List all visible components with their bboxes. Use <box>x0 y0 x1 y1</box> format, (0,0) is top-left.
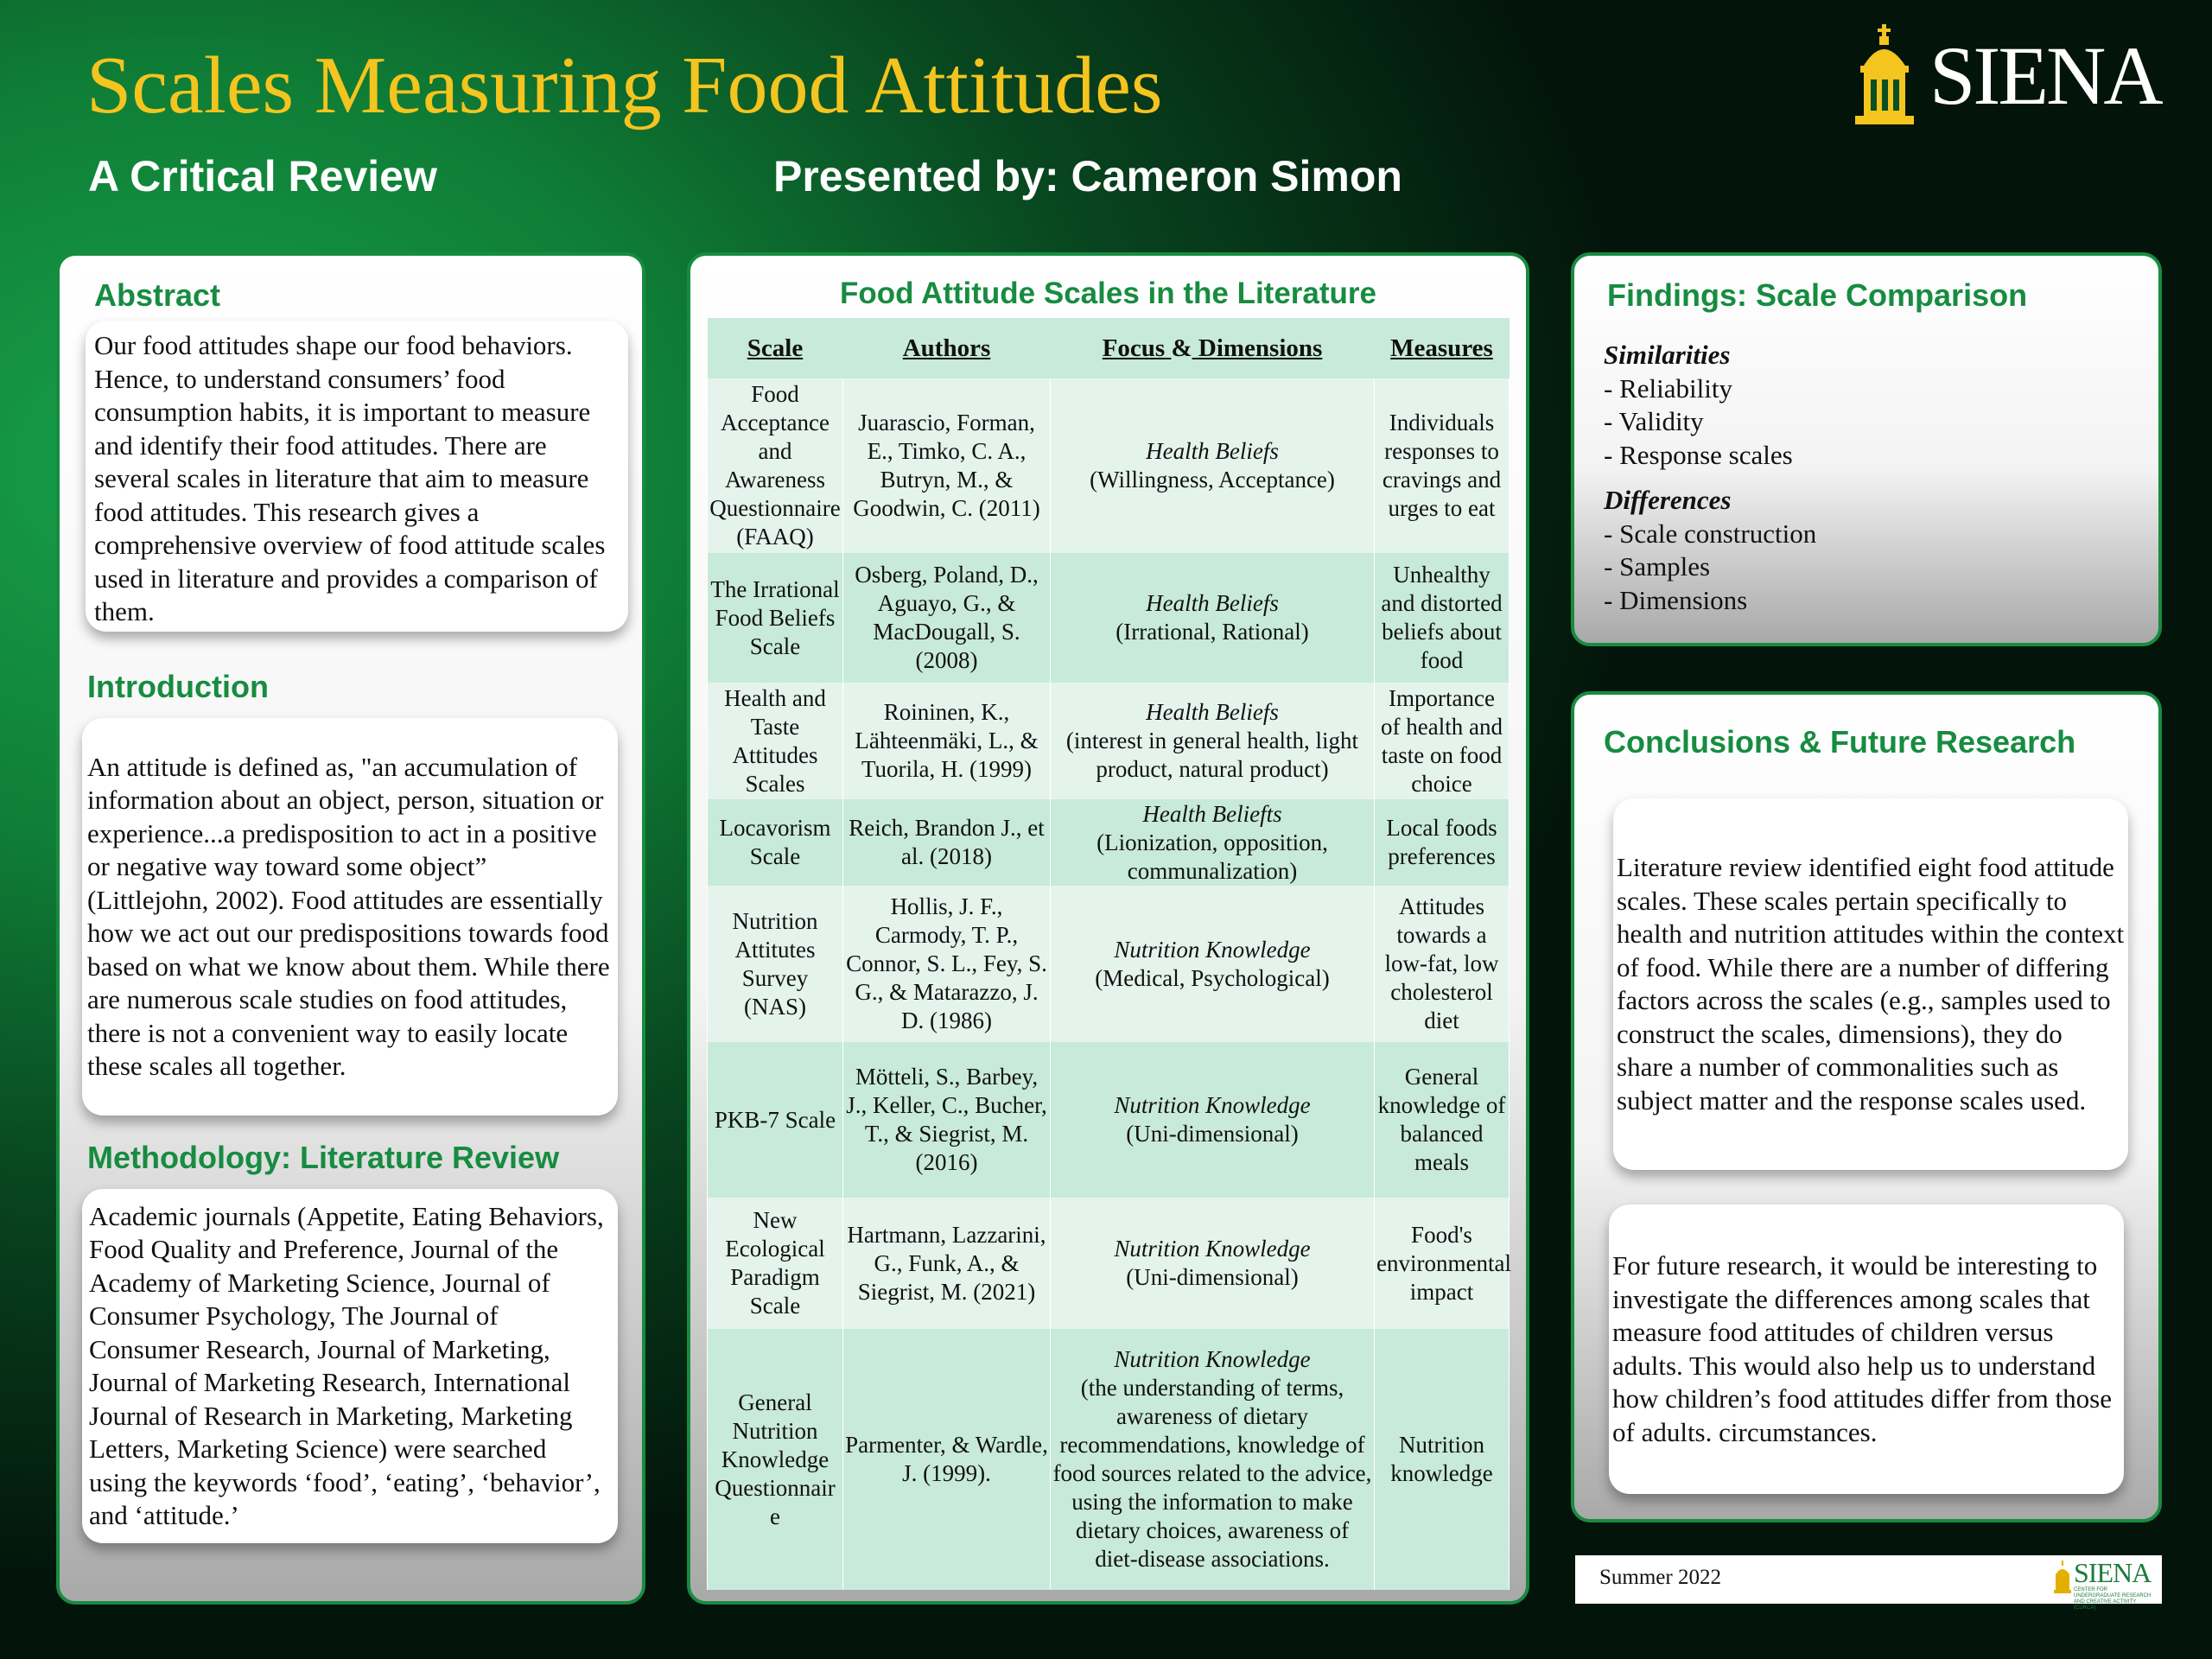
cell-dimensions: (Medical, Psychological) <box>1095 964 1330 991</box>
conclusions-panel <box>1571 691 2162 1522</box>
cell-focus <box>1051 1329 1375 1590</box>
conclusions-heading: Conclusions & Future Research <box>1604 724 2076 760</box>
cell-scale: Locavorism Scale <box>708 799 843 886</box>
cell-focus-name: Health Beliefs <box>1146 438 1279 464</box>
poster-subtitle: A Critical Review <box>88 152 437 200</box>
cell-measures: General knowledge of balanced meals <box>1375 1042 1510 1198</box>
introduction-box <box>82 718 618 1116</box>
footer-logo <box>2052 1557 2154 1611</box>
cell-dimensions: (Lionization, opposition, communalization) <box>1096 829 1328 884</box>
methodology-box <box>82 1189 618 1543</box>
cell-authors: Mötteli, S., Barbey, J., Keller, C., Bucher, T., & Siegrist, M. (2016) <box>843 1042 1051 1198</box>
future-research-text: For future research, it would be interesting to investigate the differences among scales that measure food attitudes of children versus adults. This would also help us to understand how children’s food attitudes differ from those of adults. circumstances. <box>1612 1250 2112 1447</box>
methodology-heading: Methodology: Literature Review <box>87 1140 560 1175</box>
findings-heading: Findings: Scale Comparison <box>1607 277 2028 313</box>
introduction-heading: Introduction <box>87 669 269 704</box>
cell-dimensions: (Irrational, Rational) <box>1116 619 1309 645</box>
table-row <box>708 799 1510 886</box>
table-row <box>708 1042 1510 1198</box>
literature-table-panel <box>687 252 1529 1605</box>
footer-logo-wordmark: SIENA <box>2074 1557 2152 1588</box>
list-item: - Dimensions <box>1604 584 1748 615</box>
future-research-box <box>1609 1205 2124 1494</box>
footer-bar <box>1575 1555 2162 1611</box>
cell-scale: Nutrition Attitutes Survey (NAS) <box>708 886 843 1042</box>
cell-scale: Health and Taste Attitudes Scales <box>708 683 843 799</box>
cell-focus-name: Health Beliefs <box>1146 590 1279 616</box>
cell-measures: Local foods preferences <box>1375 799 1510 886</box>
introduction-text: An attitude is defined as, "an accumulation of information about an object, person, situation or experience...a predisposition to act in a positive or negative way toward some object” (Littlejohn, 2002). Food attitudes are essentially how we act out our predispositions towards food based on what we know about them. While there are numerous scale studies on food attitudes, there is not a convenient way to easily locate these scales all together. <box>87 751 610 1081</box>
cell-measures: Attitudes towards a low-fat, low cholesterol diet <box>1375 886 1510 1042</box>
cell-dimensions: (the understanding of terms, awareness of dietary recommendations, knowledge of food sources related to the advice, using the information to make dietary choices, awareness of diet-disease associations. <box>1052 1375 1372 1572</box>
logo-wordmark: SIENA <box>1929 29 2161 122</box>
cell-authors: Hollis, J. F., Carmody, T. P., Connor, S. L., Fey, S. G., & Matarazzo, J. D. (1986) <box>843 886 1051 1042</box>
abstract-heading: Abstract <box>94 277 221 313</box>
similarities-list <box>1604 339 1793 472</box>
cell-authors: Osberg, Poland, D., Aguayo, G., & MacDougall, S. (2008) <box>843 553 1051 683</box>
table-row <box>708 683 1510 799</box>
cell-dimensions: (Willingness, Acceptance) <box>1090 467 1335 493</box>
cell-focus <box>1051 799 1375 886</box>
cell-authors: Hartmann, Lazzarini, G., Funk, A., & Siegrist, M. (2021) <box>843 1198 1051 1329</box>
poster-title: Scales Measuring Food Attitudes <box>86 41 1163 130</box>
similarities-label: Similarities <box>1604 340 1731 370</box>
food-attitude-scales-table <box>707 318 1510 1590</box>
cell-focus-name: Nutrition Knowledge <box>1114 1092 1311 1118</box>
methodology-text: Academic journals (Appetite, Eating Behaviors, Food Quality and Preference, Journal of the Academy of Marketing Science, Journal of Consumer Psychology, The Journal of Consumer Research, Journal of Marketing, Journal of Marketing Research, International Journal of Research in Marketing, Marketing Letters, Marketing Science) were searched using the keywords ‘food’, ‘eating’, ‘behavior’, and ‘attitude.’ <box>89 1200 604 1530</box>
list-item: - Validity <box>1604 406 1704 436</box>
cell-focus-name: Nutrition Knowledge <box>1114 1236 1311 1262</box>
cell-measures: Unhealthy and distorted beliefs about food <box>1375 553 1510 683</box>
list-item: - Response scales <box>1604 439 1793 470</box>
table-header-row <box>708 318 1510 378</box>
cell-scale: New Ecological Paradigm Scale <box>708 1198 843 1329</box>
cell-scale: The Irrational Food Beliefs Scale <box>708 553 843 683</box>
col-header-scale: Scale <box>708 318 843 378</box>
cell-measures: Importance of health and taste on food choice <box>1375 683 1510 799</box>
differences-list <box>1604 484 1816 617</box>
cell-focus <box>1051 683 1375 799</box>
table-row <box>708 1198 1510 1329</box>
cell-dimensions: (Uni-dimensional) <box>1126 1264 1299 1290</box>
table-row <box>708 1329 1510 1590</box>
conclusions-text: Literature review identified eight food attitude scales. These scales pertain specifically to health and nutrition attitudes within the context of food. While there are a number of differing factors across the scales (e.g., samples used to construct the scales, dimensions), they do share a number of commonalities such as subject matter and the response scales used. <box>1617 852 2125 1116</box>
table-row <box>708 378 1510 553</box>
table-row <box>708 553 1510 683</box>
cell-focus <box>1051 1198 1375 1329</box>
presenter-line: Presented by: Cameron Simon <box>773 152 1402 200</box>
col-header-focus <box>1051 318 1375 378</box>
col-header-focus-label: Focus <box>1102 334 1166 362</box>
col-header-amp: & <box>1171 334 1192 362</box>
cell-measures: Food's environmental impact <box>1375 1198 1510 1329</box>
cell-authors: Reich, Brandon J., et al. (2018) <box>843 799 1051 886</box>
siena-logo <box>1845 24 2160 128</box>
abstract-box <box>86 321 628 632</box>
cell-focus-name: Nutrition Knowledge <box>1114 1346 1311 1372</box>
cell-scale: PKB-7 Scale <box>708 1042 843 1198</box>
differences-label: Differences <box>1604 485 1732 515</box>
abstract-text: Our food attitudes shape our food behaviors. Hence, to understand consumers’ food consumption habits, it is important to measure and identify their food attitudes. There are several scales in literature that aim to measure food attitudes. This research gives a comprehensive overview of food attitude scales used in literature and provides a comparison of them. <box>94 330 606 626</box>
cell-focus <box>1051 553 1375 683</box>
cell-measures: Nutrition knowledge <box>1375 1329 1510 1590</box>
cell-focus <box>1051 886 1375 1042</box>
cell-focus <box>1051 1042 1375 1198</box>
siena-dome-icon <box>1845 24 1927 128</box>
cell-authors: Roininen, K., Lähteenmäki, L., & Tuorila, H. (1999) <box>843 683 1051 799</box>
table-row <box>708 886 1510 1042</box>
siena-dome-icon <box>2052 1560 2073 1595</box>
cell-focus <box>1051 378 1375 553</box>
footer-logo-tagline: CENTER FOR UNDERGRADUATE RESEARCH AND CREATIVE ACTIVITY (CURCA) <box>2074 1587 2152 1611</box>
col-header-authors: Authors <box>843 318 1051 378</box>
col-header-measures: Measures <box>1375 318 1510 378</box>
findings-panel <box>1571 252 2162 646</box>
cell-dimensions: (interest in general health, light product, natural product) <box>1065 728 1359 782</box>
table-heading: Food Attitude Scales in the Literature <box>840 276 1376 310</box>
list-item: - Samples <box>1604 551 1711 582</box>
cell-focus-name: Health Beliefs <box>1146 699 1279 725</box>
cell-measures: Individuals responses to cravings and urges to eat <box>1375 378 1510 553</box>
list-item: - Scale construction <box>1604 518 1817 549</box>
cell-focus-name: Nutrition Knowledge <box>1114 936 1311 963</box>
cell-focus-name: Health Beliefts <box>1142 800 1282 827</box>
cell-authors: Parmenter, & Wardle, J. (1999). <box>843 1329 1051 1590</box>
cell-scale: Food Acceptance and Awareness Questionnaire (FAAQ) <box>708 378 843 553</box>
cell-scale: General Nutrition Knowledge Questionnair e <box>708 1329 843 1590</box>
cell-dimensions: (Uni-dimensional) <box>1126 1121 1299 1147</box>
col-header-dimensions-label: Dimensions <box>1198 334 1323 362</box>
footer-date: Summer 2022 <box>1599 1566 1721 1589</box>
cell-authors: Juarascio, Forman, E., Timko, C. A., Butryn, M., & Goodwin, C. (2011) <box>843 378 1051 553</box>
list-item: - Reliability <box>1604 372 1732 404</box>
conclusions-box <box>1613 798 2128 1170</box>
left-column-panel <box>56 252 645 1605</box>
